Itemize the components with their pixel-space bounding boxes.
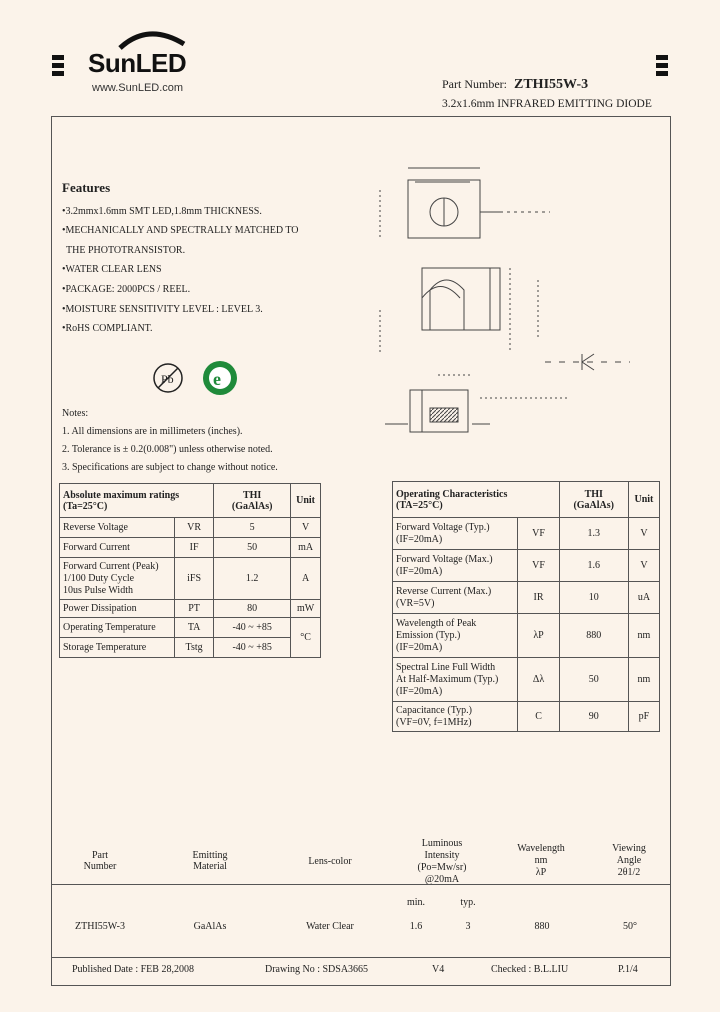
part-number-label: Part Number: <box>442 77 507 91</box>
divider <box>51 957 671 958</box>
col-luminous-intensity: Luminous Intensity (Po=Mw/sr) @20mA <box>417 838 467 885</box>
table-row: Operating Temperature TA -40 ~ +85 °C <box>60 618 321 638</box>
feature-item: •WATER CLEAR LENS <box>62 264 162 275</box>
features-title: Features <box>62 180 111 195</box>
op-header-thi: THI (GaAlAs) <box>559 482 628 518</box>
table-row: Storage Temperature Tstg -40 ~ +85 <box>60 638 321 658</box>
table-row: Forward Current IF 50 mA <box>60 538 321 558</box>
table-row: Wavelength of Peak Emission (Typ.) (IF=20mA) λP 880 nm <box>393 614 660 658</box>
published-date: Published Date : FEB 28,2008 <box>72 964 194 975</box>
col-emitting-material: Emitting Material <box>192 850 228 872</box>
svg-text:Pb: Pb <box>161 372 174 386</box>
part-number-line <box>442 77 588 93</box>
corner-mark <box>656 55 668 60</box>
package-drawing <box>360 150 660 450</box>
feature-item: •MECHANICALLY AND SPECTRALLY MATCHED TO <box>62 225 299 236</box>
drawing-number: Drawing No : SDSA3665 <box>265 964 369 975</box>
version: V4 <box>432 964 445 975</box>
col-min: min. <box>406 897 426 908</box>
table-row: Forward Voltage (Max.) (IF=20mA) VF 1.6 V <box>393 550 660 582</box>
table-row: Forward Voltage (Typ.) (IF=20mA) VF 1.3 V <box>393 518 660 550</box>
svg-text:e: e <box>213 369 221 389</box>
feature-item: •RoHS COMPLIANT. <box>62 323 153 334</box>
pb-free-icon <box>150 360 186 396</box>
corner-mark <box>52 71 64 76</box>
table-row: Power Dissipation PT 80 mW <box>60 600 321 618</box>
abs-header-unit: Unit <box>291 484 321 518</box>
divider <box>51 884 671 885</box>
row-material: GaAlAs <box>193 921 227 932</box>
side-view-outline <box>422 268 500 330</box>
table-row: Reverse Voltage VR 5 V <box>60 518 321 538</box>
col-viewing-angle: Viewing Angle 2θ1/2 <box>612 843 646 878</box>
table-row: Reverse Current (Max.) (VR=5V) IR 10 uA <box>393 582 660 614</box>
abs-max-table <box>59 483 321 658</box>
website: www.SunLED.com <box>92 82 184 94</box>
note-item: 2. Tolerance is ± 0.2(0.008") unless otherwise noted. <box>62 444 273 455</box>
rohs-eco-icon <box>200 358 240 398</box>
feature-item: •MOISTURE SENSITIVITY LEVEL : LEVEL 3. <box>62 304 263 315</box>
logo-arc-icon <box>118 28 188 50</box>
subtitle: 3.2x1.6mm INFRARED EMITTING DIODE <box>442 98 652 110</box>
col-lens-color: Lens-color <box>308 856 352 867</box>
feature-item: THE PHOTOTRANSISTOR. <box>66 245 186 256</box>
row-lens: Water Clear <box>306 921 354 932</box>
part-number: ZTHI55W-3 <box>514 77 589 92</box>
feature-item: •3.2mmx1.6mm SMT LED,1.8mm THICKNESS. <box>62 206 262 217</box>
note-item: 1. All dimensions are in millimeters (inches). <box>62 426 243 437</box>
col-wavelength: Wavelength nm λP <box>517 843 565 878</box>
corner-mark <box>656 63 668 68</box>
abs-header-param: Absolute maximum ratings (Ta=25°C) <box>60 484 214 518</box>
corner-mark <box>52 55 64 60</box>
col-typ: typ. <box>460 897 476 908</box>
table-row: Capacitance (Typ.) (VF=0V, f=1MHz) C 90 pF <box>393 702 660 732</box>
logo: SunLED <box>88 48 187 78</box>
corner-mark <box>656 71 668 76</box>
row-min: 1.6 <box>409 921 423 932</box>
row-typ: 3 <box>465 921 471 932</box>
feature-item: •PACKAGE: 2000PCS / REEL. <box>62 284 191 295</box>
row-wavelength: 880 <box>534 921 550 932</box>
table-row: Spectral Line Full Width At Half-Maximum (Typ.) (IF=20mA) Δλ 50 nm <box>393 658 660 702</box>
table-row: Forward Current (Peak) 1/100 Duty Cycle 10us Pulse Width iFS 1.2 A <box>60 558 321 600</box>
abs-header-thi: THI (GaAlAs) <box>214 484 291 518</box>
op-header-unit: Unit <box>628 482 659 518</box>
row-part-number: ZTHI55W-3 <box>75 921 125 932</box>
operating-characteristics-table <box>392 481 660 732</box>
row-angle: 50° <box>623 921 637 932</box>
notes-title: Notes: <box>62 408 89 419</box>
page-number: P.1/4 <box>618 964 638 975</box>
note-item: 3. Specifications are subject to change without notice. <box>62 462 278 473</box>
op-header-param: Operating Characteristics (TA=25°C) <box>393 482 560 518</box>
col-part-number: Part Number <box>83 850 117 872</box>
checked-by: Checked : B.L.LIU <box>491 964 569 975</box>
corner-mark <box>52 63 64 68</box>
